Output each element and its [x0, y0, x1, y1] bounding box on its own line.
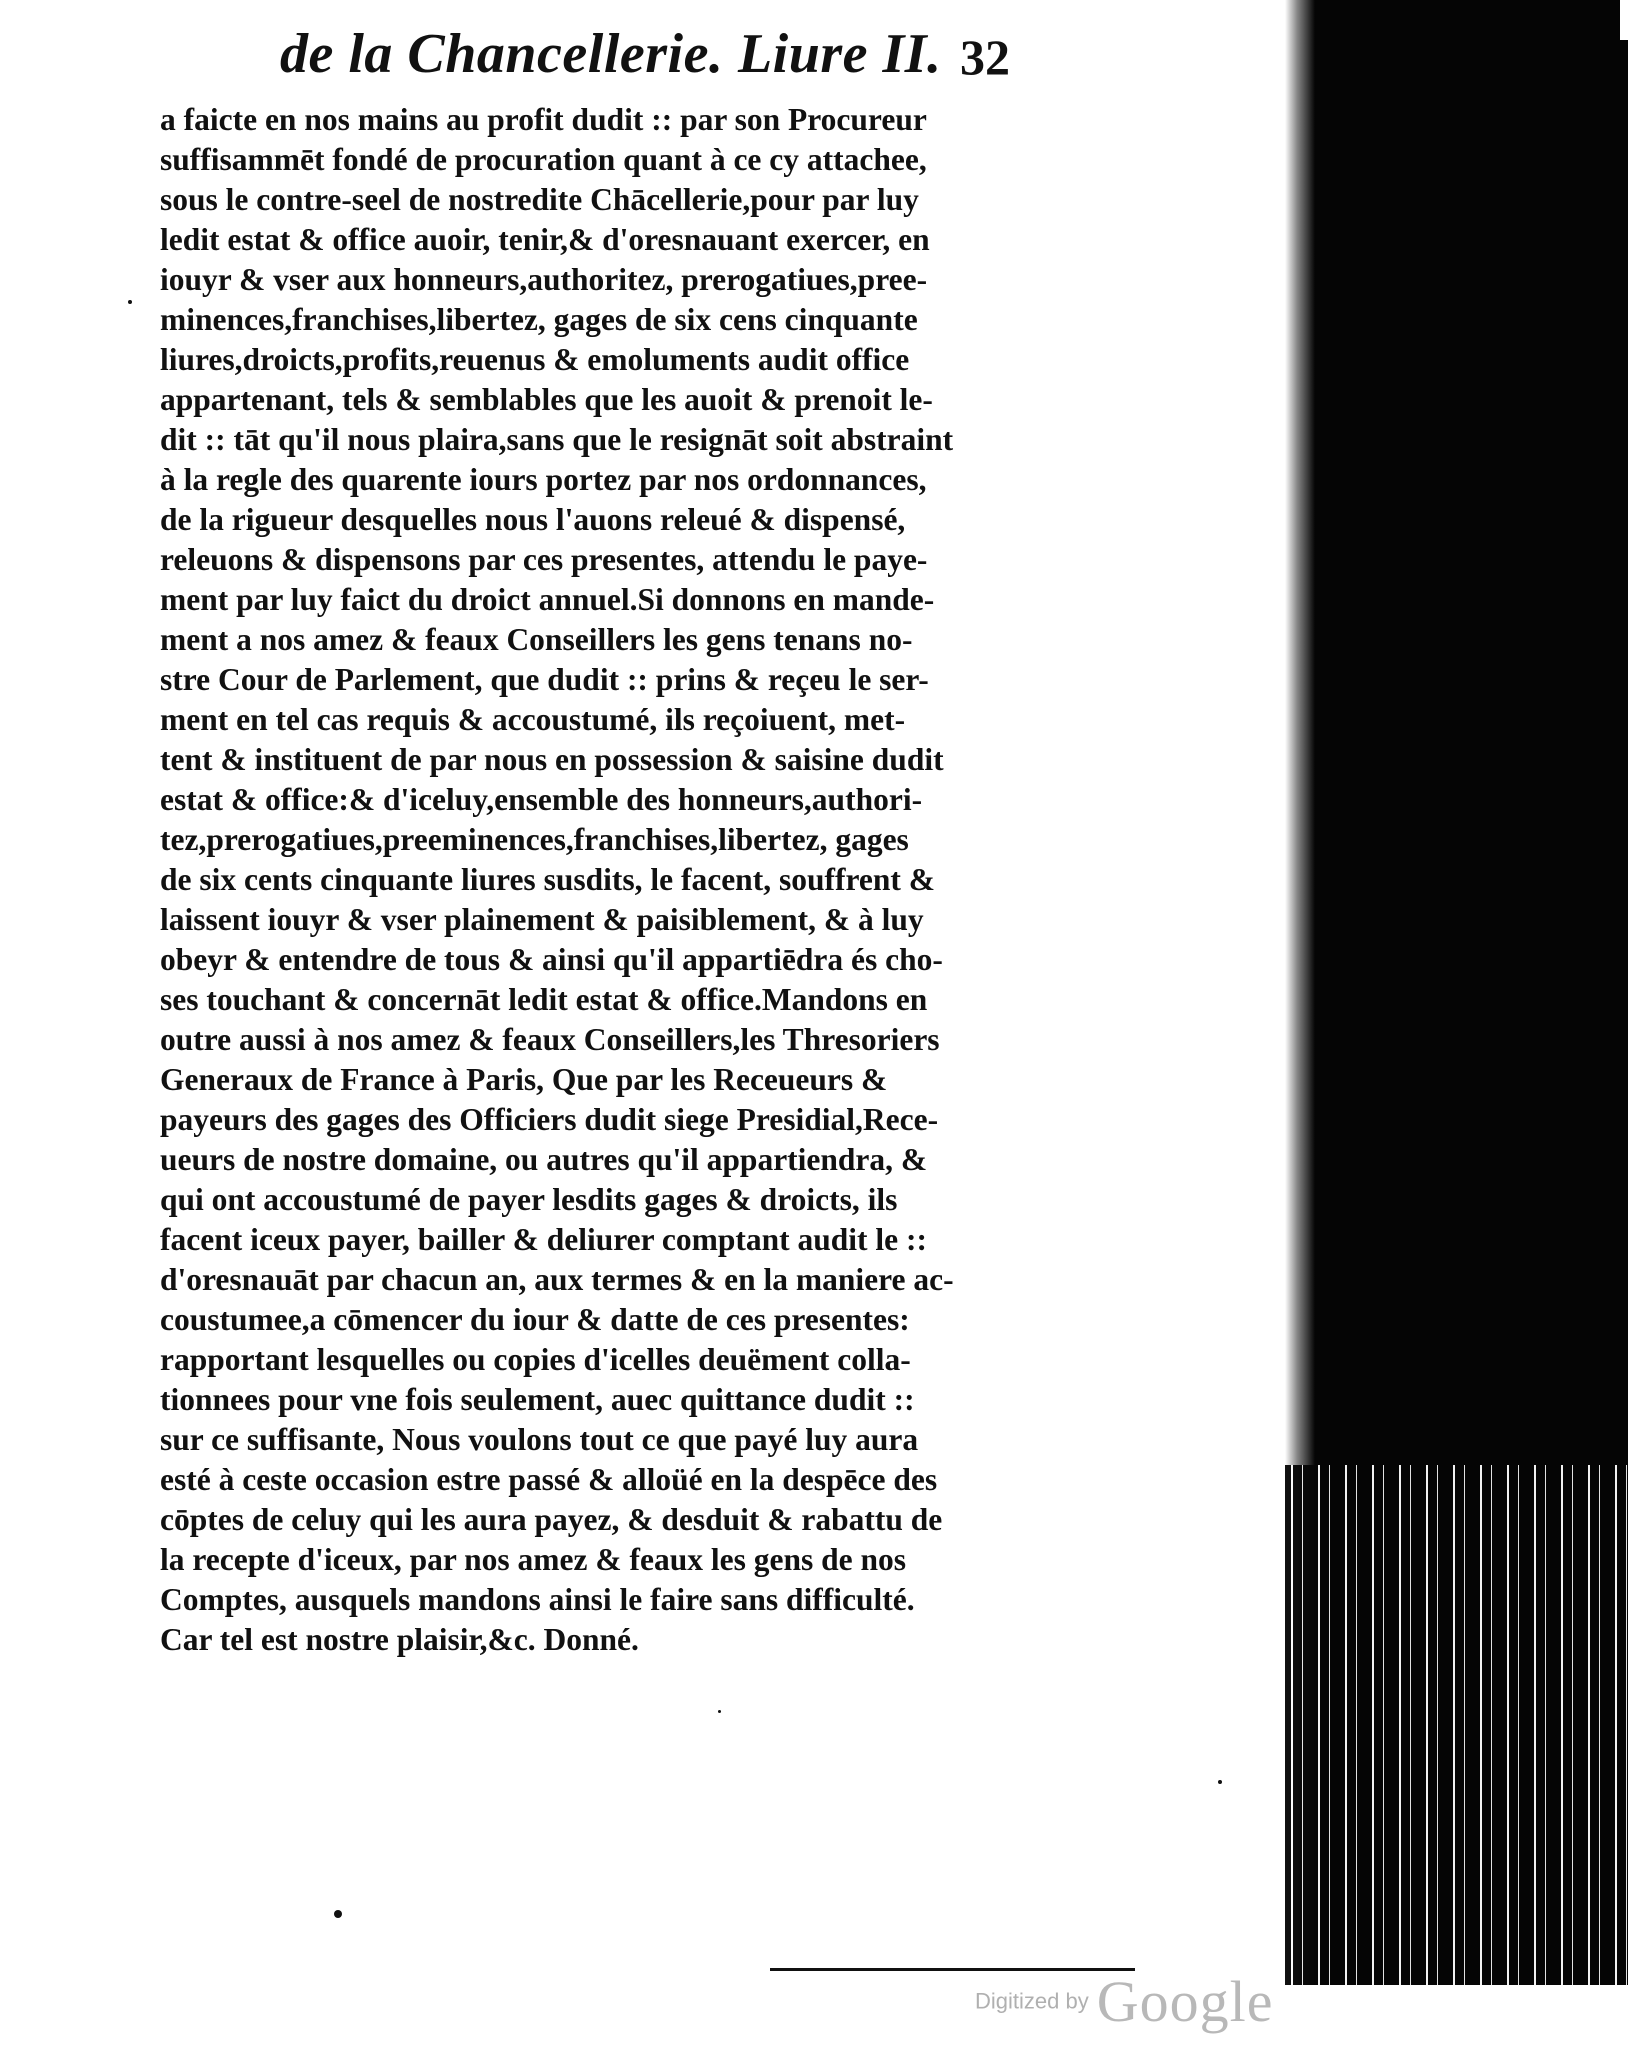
- page-header: [280, 22, 1050, 102]
- text-line: ment en tel cas requis & accoustumé, ils reçoiuent, met-: [160, 702, 906, 737]
- text-line: iouyr & vser aux honneurs,authoritez, prerogatiues,pree-: [160, 262, 928, 297]
- text-line: la recepte d'iceux, par nos amez & feaux les gens de nos: [160, 1542, 907, 1577]
- ink-speck: [718, 1710, 721, 1713]
- text-line: sous le contre-seel de nostredite Chācellerie,pour par luy: [160, 182, 919, 217]
- text-line: Generaux de France à Paris, Que par les Receueurs &: [160, 1062, 888, 1097]
- running-head: de la Chancellerie. Liure II.: [280, 23, 942, 85]
- text-line: payeurs des gages des Officiers dudit siege Presidial,Rece-: [160, 1102, 939, 1137]
- text-line: estat & office:& d'iceluy,ensemble des honneurs,authori-: [160, 782, 923, 817]
- page-number: 32: [960, 29, 1010, 85]
- text-line: ueurs de nostre domaine, ou autres qu'il appartiendra, &: [160, 1142, 928, 1177]
- binding-streaks: [1285, 1465, 1642, 1985]
- text-line: liures,droicts,profits,reuenus & emoluments audit office: [160, 342, 910, 377]
- digitized-by-text: Digitized by: [975, 1988, 1089, 2014]
- text-line: tez,prerogatiues,preeminences,franchises,libertez, gages: [160, 822, 909, 857]
- body-text: [160, 100, 1040, 1660]
- text-line: suffisammēt fondé de procuration quant à ce cy attachee,: [160, 142, 927, 177]
- ink-speck: [128, 300, 132, 304]
- text-line: ment a nos amez & feaux Conseillers les gens tenans no-: [160, 622, 913, 657]
- text-line: de six cents cinquante liures susdits, le facent, souffrent &: [160, 862, 935, 897]
- text-line: coustumee,a cōmencer du iour & datte de ces presentes:: [160, 1302, 910, 1337]
- text-line: laissent iouyr & vser plainement & paisiblement, & à luy: [160, 902, 924, 937]
- text-line: ses touchant & concernāt ledit estat & office.Mandons en: [160, 982, 928, 1017]
- ink-speck: [1218, 1780, 1222, 1784]
- text-line: ment par luy faict du droict annuel.Si donnons en mande-: [160, 582, 935, 617]
- text-line: minences,franchises,libertez, gages de six cens cinquante: [160, 302, 918, 337]
- text-line: esté à ceste occasion estre passé & alloüé en la despēce des: [160, 1462, 938, 1497]
- text-line: Comptes, ausquels mandons ainsi le faire sans difficulté.: [160, 1582, 915, 1617]
- text-line: releuons & dispensons par ces presentes, attendu le paye-: [160, 542, 928, 577]
- text-line: tionnees pour vne fois seulement, auec quittance dudit ::: [160, 1382, 915, 1417]
- text-line: stre Cour de Parlement, que dudit :: prins & reçeu le ser-: [160, 662, 929, 697]
- text-line: obeyr & entendre de tous & ainsi qu'il appartiēdra és cho-: [160, 942, 943, 977]
- text-line: d'oresnauāt par chacun an, aux termes & en la maniere ac-: [160, 1262, 954, 1297]
- binding-shadow: [1285, 0, 1642, 1985]
- ink-speck: [334, 1910, 342, 1918]
- text-line: rapportant lesquelles ou copies d'icelles deuëment colla-: [160, 1342, 911, 1377]
- text-line: ledit estat & office auoir, tenir,& d'oresnauant exercer, en: [160, 222, 930, 257]
- text-line: cōptes de celuy qui les aura payez, & desduit & rabattu de: [160, 1502, 943, 1537]
- text-line: à la regle des quarente iours portez par nos ordonnances,: [160, 462, 927, 497]
- page-edge-strip: [1628, 0, 1642, 1985]
- text-line: dit :: tāt qu'il nous plaira,sans que le resignāt soit abstraint: [160, 422, 954, 457]
- text-line: appartenant, tels & semblables que les auoit & prenoit le-: [160, 382, 933, 417]
- text-line: de la rigueur desquelles nous l'auons releué & dispensé,: [160, 502, 906, 537]
- text-line: tent & instituent de par nous en possession & saisine dudit: [160, 742, 944, 777]
- text-line: outre aussi à nos amez & feaux Conseillers,les Thresoriers: [160, 1022, 940, 1057]
- text-line: a faicte en nos mains au profit dudit :: par son Procureur: [160, 102, 927, 137]
- page-edge-notch: [1620, 0, 1628, 40]
- text-line: sur ce suffisante, Nous voulons tout ce que payé luy aura: [160, 1422, 919, 1457]
- text-line: Car tel est nostre plaisir,&c. Donné.: [160, 1622, 639, 1657]
- digitized-by-watermark: [975, 1968, 1273, 2038]
- text-line: qui ont accoustumé de payer lesdits gages & droicts, ils: [160, 1182, 898, 1217]
- google-logo: Google: [1096, 1969, 1274, 2034]
- text-line: facent iceux payer, bailler & deliurer comptant audit le ::: [160, 1222, 927, 1257]
